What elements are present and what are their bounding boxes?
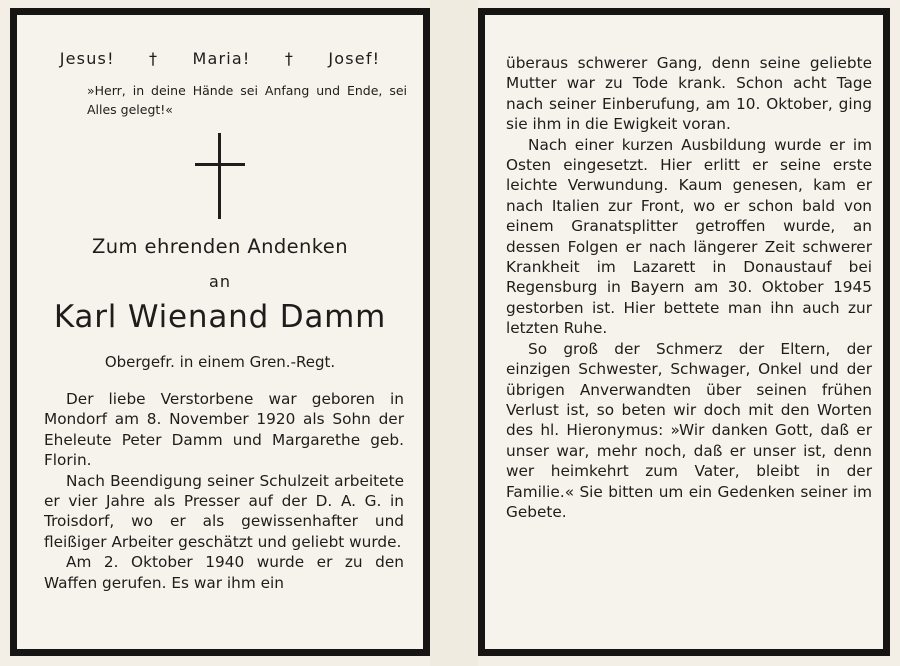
invocation-line [17,49,423,68]
cross-symbol: † [284,49,295,68]
biography-text-left [44,389,404,593]
paragraph: Nach Beendigung seiner Schulzeit arbeitete er vier Jahre als Presser auf der D. A. G. in Troisdorf, wo er als gewissenhafter und fleißiger Arbeiter geschätzt und geliebt wurde. [44,471,404,551]
cross-icon [195,133,245,219]
military-rank: Obergefr. in einem Gren.-Regt. [104,353,336,371]
biography-text-right [506,53,872,522]
invocation-josef: Josef! [328,49,381,68]
paragraph: Der liebe Verstorbene war geboren in Mondorf am 8. November 1920 als Sohn der Eheleute Peter Damm und Margarethe geb. Florin. [44,390,404,470]
cross-symbol: † [149,49,159,68]
invocation-maria: Maria! [192,49,251,68]
memorial-card-back [478,8,890,656]
card-gap [430,0,478,666]
paragraph: Nach einer kurzen Ausbildung wurde er im Osten eingesetzt. Hier erlitt er seine erste leichte Verwundung. Kaum genesen, kam er nach Italien zur Front, wo er schon bald von einem Granatsplitter getroffen wurde, an dessen Folgen er nach längerer Zeit schwerer Krankheit im Lazarett in Donaustauf bei Regensburg in Bayern am 30. Oktober 1945 gestorben ist. Hier bettete man ihn auch zur letzten Ruhe. [506,135,872,338]
memorial-card-front [10,8,430,656]
prayer-quote: »Herr, in deine Hände sei Anfang und Ende, sei Alles gelegt!« [87,83,407,117]
paragraph: Am 2. Oktober 1940 wurde er zu den Waffen gerufen. Es war ihm ein [44,553,404,592]
paragraph: überaus schwerer Gang, denn seine geliebte Mutter war zu Tode krank. Schon acht Tage nach seiner Einberufung, am 10. Oktober, ging sie ihm in die Ewigkeit voran. [506,54,872,134]
invocation-jesus: Jesus! [59,49,115,68]
memorial-an: an [209,272,231,291]
paragraph: So groß der Schmerz der Eltern, der einzigen Schwester, Schwager, Onkel und der übrigen Anverwandten über seinen frühen Verlust ist, so beten wir doch mit den Worten des hl. Hieronymus: »Wir danken Gott, daß er unser war, mehr noch, daß er unser ist, denn wer heimkehrt zum Vater, bleibt in der Familie.« Sie bitten um ein Gedenken seiner im Gebete. [506,339,872,521]
memorial-heading: Zum ehrenden Andenken [92,235,348,258]
deceased-name: Karl Wienand Damm [53,299,387,335]
